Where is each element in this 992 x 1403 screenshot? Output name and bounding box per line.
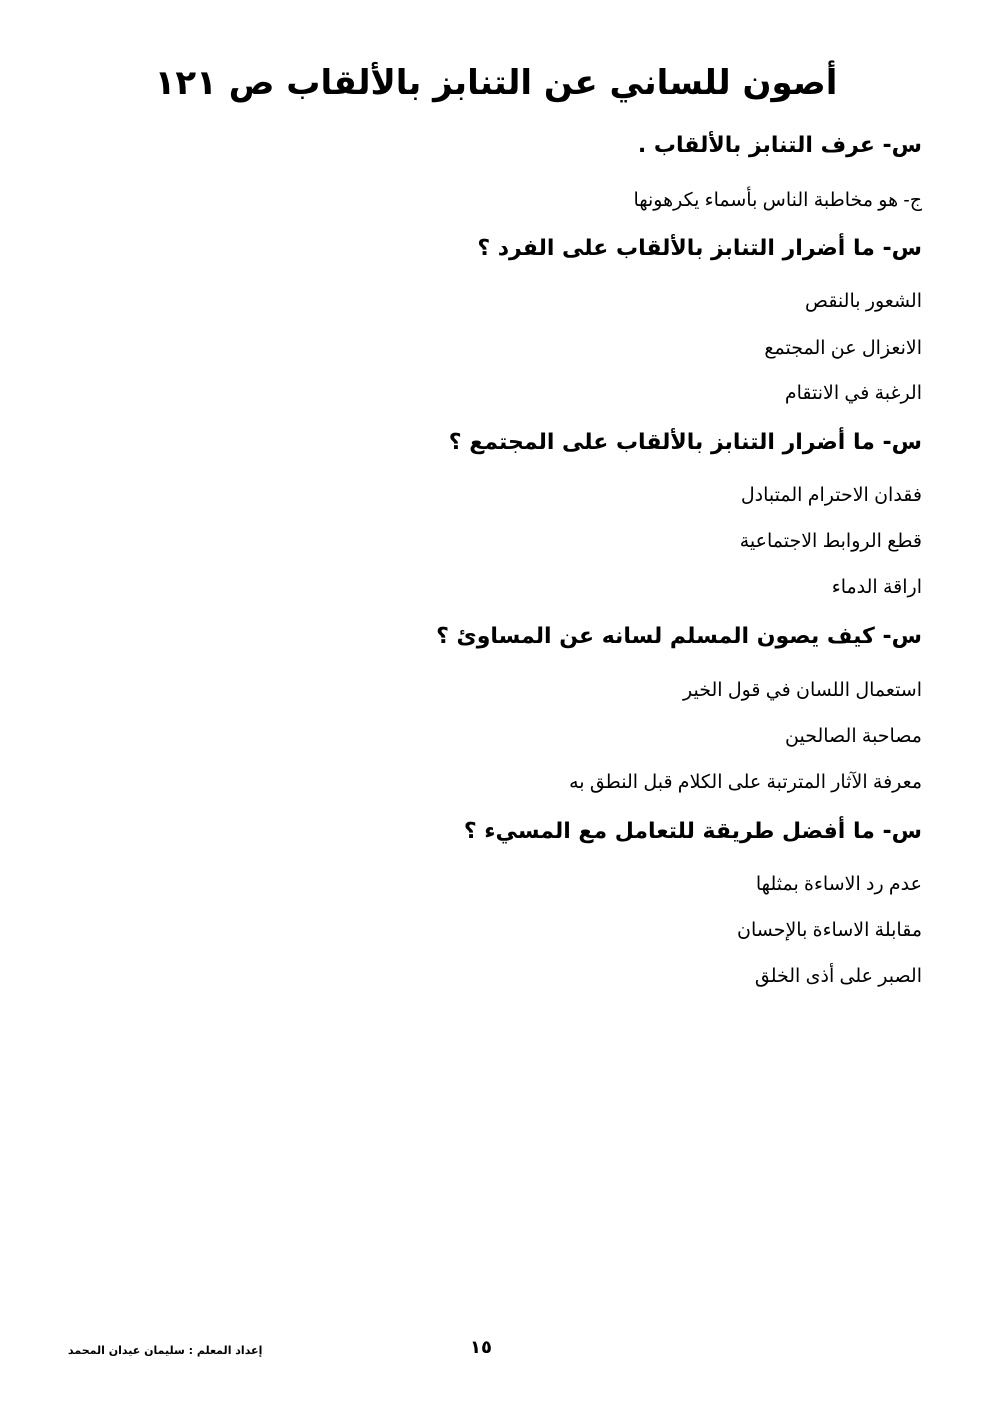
footer-prepared-by: إعداد المعلم : سليمان عيدان المحمد bbox=[68, 1344, 263, 1357]
question-2: س- ما أضرار التنابز بالألقاب على الفرد ؟ bbox=[477, 236, 922, 261]
answer-4-3: معرفة الآثار المترتبة على الكلام قبل النطق به bbox=[569, 772, 922, 793]
answer-3-1: فقدان الاحترام المتبادل bbox=[740, 485, 922, 506]
page-title: أصون للساني عن التنابز بالألقاب ص ١٢١ bbox=[154, 63, 838, 103]
answer-4-2: مصاحبة الصالحين bbox=[785, 726, 922, 747]
answer-3-2: قطع الروابط الاجتماعية bbox=[739, 531, 922, 552]
answer-2-3: الرغبة في الانتقام bbox=[784, 383, 922, 404]
question-5: س- ما أفضل طريقة للتعامل مع المسيء ؟ bbox=[463, 819, 922, 844]
question-4: س- كيف يصون المسلم لسانه عن المساوئ ؟ bbox=[436, 624, 922, 649]
answer-1-1: ج- هو مخاطبة الناس بأسماء يكرهونها bbox=[633, 190, 922, 211]
question-1: س- عرف التنابز بالألقاب . bbox=[637, 133, 922, 158]
answer-3-3: اراقة الدماء bbox=[831, 577, 922, 598]
answer-5-1: عدم رد الاساءة بمثلها bbox=[755, 874, 922, 895]
page-number: ١٥ bbox=[470, 1337, 492, 1358]
answer-2-2: الانعزال عن المجتمع bbox=[764, 338, 922, 359]
answer-5-3: الصبر على أذى الخلق bbox=[754, 966, 922, 987]
answer-4-1: استعمال اللسان في قول الخير bbox=[682, 680, 922, 701]
answer-2-1: الشعور بالنقص bbox=[805, 291, 922, 312]
answer-5-2: مقابلة الاساءة بالإحسان bbox=[737, 920, 922, 941]
question-3: س- ما أضرار التنابز بالألقاب على المجتمع ؟ bbox=[448, 430, 922, 455]
